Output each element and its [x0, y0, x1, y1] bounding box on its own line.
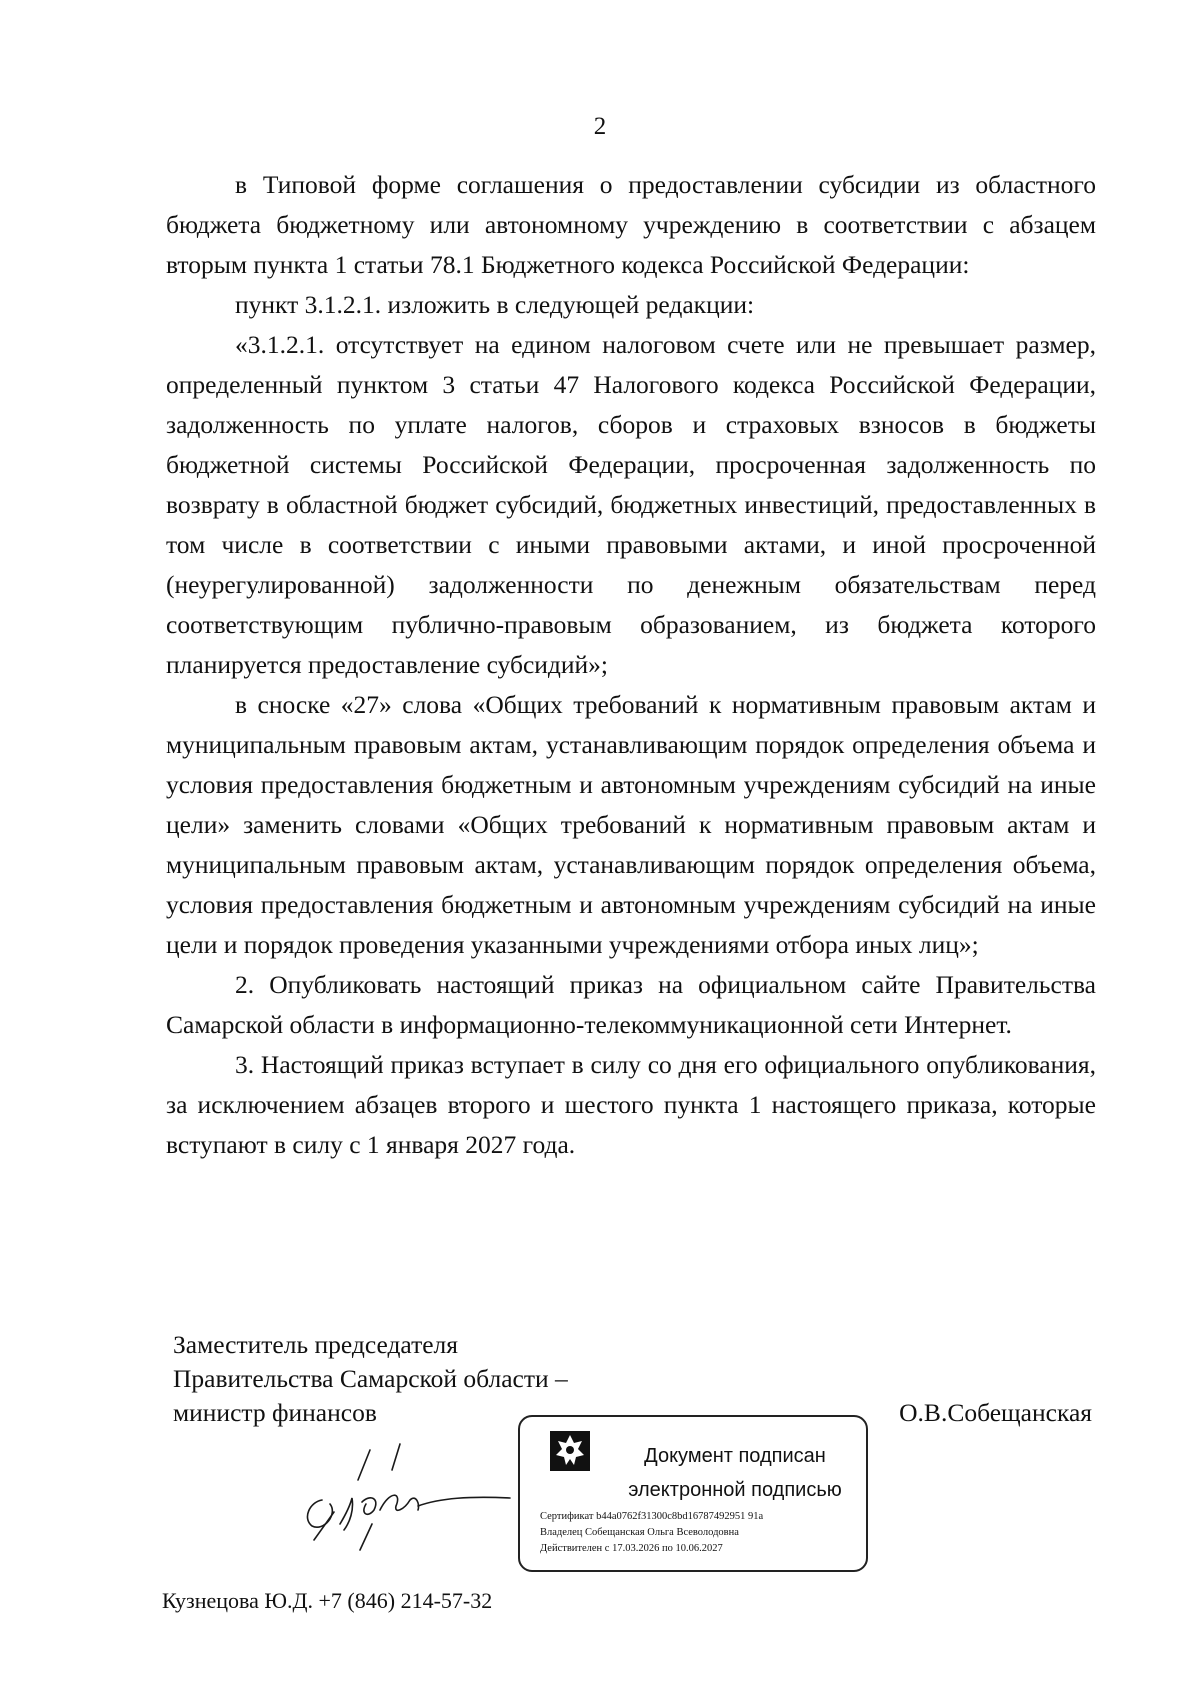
position-line: Заместитель председателя: [173, 1330, 458, 1359]
handwritten-signature: [300, 1440, 520, 1560]
paragraph-publish: 2. Опубликовать настоящий приказ на официальном сайте Правительства Самарской области в информационно-телекоммуникационной сети Интернет.: [166, 970, 1096, 1039]
signatory-name: О.В.Собещанская: [899, 1398, 1092, 1427]
paragraph-clause-text: «3.1.2.1. отсутствует на едином налоговом счете или не превышает размер, определенный пунктом 3 статьи 47 Налогового кодекса Российской Федерации, задолженность по уплате налогов, сборов и страховых взносов в бюджеты бюджетной системы Российской Федерации, просроченная задолженность по возврату в областной бюджет субсидий, бюджетных инвестиций, предоставленных в том числе в соответствии с иными правовыми актами, и иной просроченной (неурегулированной) задолженности по денежным обязательствам перед соответствующим публично-правовым образованием, из бюджета которого планируется предоставление субсидий»;: [166, 330, 1096, 679]
position-line: Правительства Самарской области –: [173, 1364, 568, 1393]
electronic-signature-stamp: [518, 1415, 868, 1572]
page-number: 2: [593, 113, 607, 140]
position-line: министр финансов: [173, 1398, 377, 1427]
document-body: [166, 165, 1096, 1165]
stamp-title: [610, 1439, 860, 1507]
samara-coat-of-arms-icon: [548, 1429, 592, 1473]
certificate-validity: Действителен с 17.03.2026 по 10.06.2027: [540, 1543, 723, 1554]
signatory-position: [173, 1328, 568, 1430]
certificate-owner: Владелец Собещанская Ольга Всеволодовна: [540, 1527, 739, 1538]
stamp-details: [540, 1509, 870, 1557]
stamp-title-line: Документ подписан: [644, 1445, 826, 1467]
certificate-number: Сертификат b44a0762f31300c8bd16787492951 91a: [540, 1511, 764, 1522]
paragraph-footnote-27: в сноске «27» слова «Общих требований к нормативным правовым актам и муниципальным правовым актам, устанавливающим порядок определения объема и условия предоставления бюджетным и автономным учреждениям субсидий на иные цели» заменить словами «Общих требований к нормативным правовым актам и муниципальным правовым актам, устанавливающим порядок определения объема, условия предоставления бюджетным и автономным учреждениям субсидий на иные цели и порядок проведения указанными учреждениями отбора иных лиц»;: [166, 690, 1096, 959]
executor-contact: Кузнецова Ю.Д. +7 (846) 214-57-32: [162, 1588, 493, 1613]
paragraph-effective-date: 3. Настоящий приказ вступает в силу со дня его официального опубликования, за исключением абзацев второго и шестого пункта 1 настоящего приказа, которые вступают в силу с 1 января 2027 года.: [166, 1050, 1096, 1159]
paragraph-typical-form: в Типовой форме соглашения о предоставлении субсидии из областного бюджета бюджетному или автономному учреждению в соответствии с абзацем вторым пункта 1 статьи 78.1 Бюджетного кодекса Российской Федерации:: [166, 170, 1096, 279]
stamp-title-line: электронной подписью: [628, 1479, 842, 1501]
paragraph-clause-edit: пункт 3.1.2.1. изложить в следующей редакции:: [235, 290, 755, 319]
